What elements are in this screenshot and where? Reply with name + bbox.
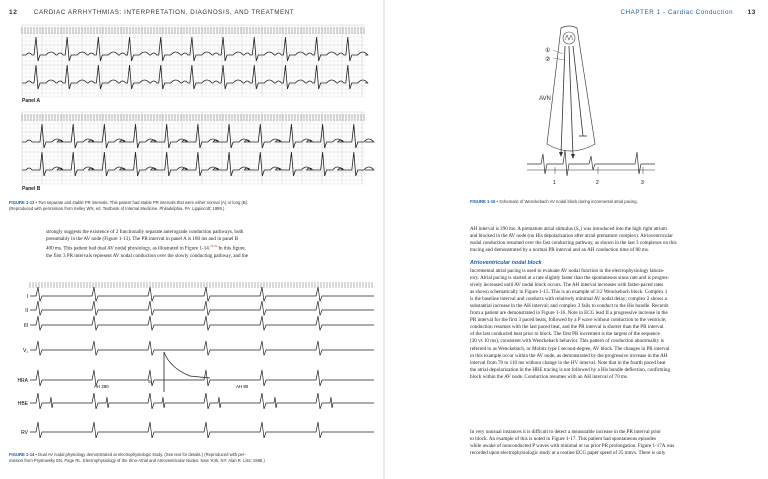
- ep-trace: [30, 370, 374, 386]
- panel-a-label: Panel A: [22, 98, 41, 104]
- right-para-1: AH interval is 290 ms. A premature atrial stimulus (S₁) was introduced into the high right atrium and blocked in the AV node (no His depolarization after atrial premature complex). Atrioventricular nodal conduction resumed over the fast conducting pathway, as shown in the last 3 complexes on this tracing and demonstrated by a normal PR interval and an AH conduction time of 80 ms.: [470, 226, 677, 254]
- ecg-strip-panel-a: [22, 25, 365, 97]
- right-para-2: Incremental atrial pacing is used to evaluate AV nodal function in the electrophysiology labora- tory. Atrial pacing is started at a rate slightly faster than the spontaneous sinus rate and is progres- sively increased until AV nodal block occurs. The AH interval increases with faster-paced rates as shown schematically in Figure 1-15. This is an example of 3:2 Wenckebach block. Complex 1 is the baseline interval and conducts with relatively minimal AV nodal delay; complex 2 shows a substantial increase in the AH interval; and complex 3 fails to conduct to the His bundle. Records from a patient are demonstrated in Figure 1-16. Note in ECG lead II a progressive increase in the PR interval for the first 3 paced beats, followed by a P wave without conduction to the ventricle; conduction resumes with the last paced beat, and the PR interval is shorter than the PR interval of the last conducted beat prior to block. The first PR increment is the largest of the sequence (30 vs 10 ms), consistent with Wenckebach behavior. This pattern of conduction abnormality is referred to as Wenckebach, or Mobitz type I second-degree, AV block. The changes in PR interval in this example occur within the AV node, as demonstrated by the progressive increase in the AH interval from 70 to 110 ms without change in the HV interval. Note that in the fourth paced beat the atrial depolarization in the HBE tracing is not followed by a His bundle deflection, confirming block within the AV node. Conduction resumes with an AH interval of 70 ms.: [470, 268, 671, 380]
- right-page-number: 13: [747, 9, 756, 16]
- av-node-shape: [547, 26, 595, 151]
- label-circled-2: ②: [545, 57, 551, 63]
- lead-label: III: [23, 323, 28, 329]
- complex-3-label: 3: [641, 180, 644, 186]
- left-body-text: strongly suggests the existence of 2 functionally separate anterograde conduction pathways, both presumably in the AV node (Figure 1-13). The PR interval in panel A is 180 ms and in panel B 400 ms. This patient had dual AV nodal physiology, as illustrated in Figure 1-14.$^{23-26}$ In this figure, the first 3 PR intervals represent AV nodal conduction over the slowly conducting pathway, and the: [46, 229, 249, 259]
- avn-label: AVN: [539, 96, 551, 102]
- lead-label: HBE: [17, 401, 28, 407]
- arrow-2-icon: [571, 154, 575, 159]
- lead-label: HRA: [17, 378, 28, 384]
- ecg-strip-panel-b: [22, 112, 365, 184]
- ep-trace: [30, 341, 374, 355]
- figure-1-14-caption: FIGURE 1-14 • Dual AV nodal physiology demonstrated at electrophysiologic study. (See text for details.) (Reproduced with per- mission from Prystowsky EN, Page RL. Electrophysiology of the Sino-Atrial and Atrioventricular Nodes. New York, NY: Alan R. Liss; 1988.): [9, 452, 265, 463]
- right-running-head: [621, 9, 756, 16]
- lead-label: RV: [21, 430, 28, 436]
- lead-label: V₁: [22, 348, 28, 354]
- conduction-line-1: [561, 46, 565, 154]
- ep-trace: [30, 422, 374, 438]
- fig14-annotation: AH 290: [94, 384, 109, 389]
- left-page-number: 12: [9, 9, 18, 16]
- figure-1-15-diagram: [525, 24, 675, 194]
- complex-2-label: 2: [596, 180, 599, 186]
- fig14-annotation: AH 80: [236, 384, 249, 389]
- right-running-title: CHAPTER 1 - Cardiac Conduction: [620, 9, 734, 16]
- figure-1-13-caption: FIGURE 1-13 • Two separate and stable PR intervals. This patient had stable PR intervals that were either normal (A) or long (B). (Reproduced with permission from Kelley WN, ed. Textbook of Internal Medicine. Philadelphia, PA: Lippincott; 1989.): [9, 200, 249, 211]
- left-running-head: [9, 9, 294, 16]
- left-page: [0, 0, 383, 479]
- ep-trace: [30, 287, 374, 301]
- fig14-annotation: S₁: [148, 379, 153, 384]
- right-page: [385, 0, 768, 479]
- ep-trace: [30, 393, 374, 409]
- ep-trace: [30, 301, 374, 315]
- right-para-3: In very unusual instances it is difficult to detect a measurable increase in the PR interval prior to block. An example of this is noted in Figure 1-17. This patient had spontaneous episodes while awake of nonconducted P waves with minimal or no prior PR prolongation. Figure 1-17A was recorded upon electrophysiologic study at a routine ECG paper speed of 25 mm/s. There is only: [470, 429, 675, 457]
- stimulus-circle: [563, 32, 575, 44]
- conduction-line-2: [569, 46, 573, 156]
- schematic-tracing: [527, 150, 655, 176]
- panel-b-label: Panel B: [22, 186, 41, 192]
- left-running-title: CARDIAC ARRHYTHMIAS: INTERPRETATION, DIAGNOSIS, AND TREATMENT: [33, 9, 295, 16]
- complex-1-label: 1: [553, 180, 556, 186]
- figure-1-14-tracings: [17, 282, 374, 467]
- conduction-line-3: [573, 46, 583, 136]
- subheading-av-nodal-block: Atrioventricular nodal block: [470, 260, 542, 266]
- lead-label: I: [26, 294, 28, 300]
- ep-trace: [30, 316, 374, 330]
- lead-label: II: [25, 308, 28, 314]
- arrow-1-icon: [559, 152, 563, 157]
- label-circled-1: ①: [545, 48, 551, 54]
- figure-1-15-caption: FIGURE 1-15 • Schematic of Wenckebach AV nodal block during incremental atrial pacing.: [470, 199, 638, 204]
